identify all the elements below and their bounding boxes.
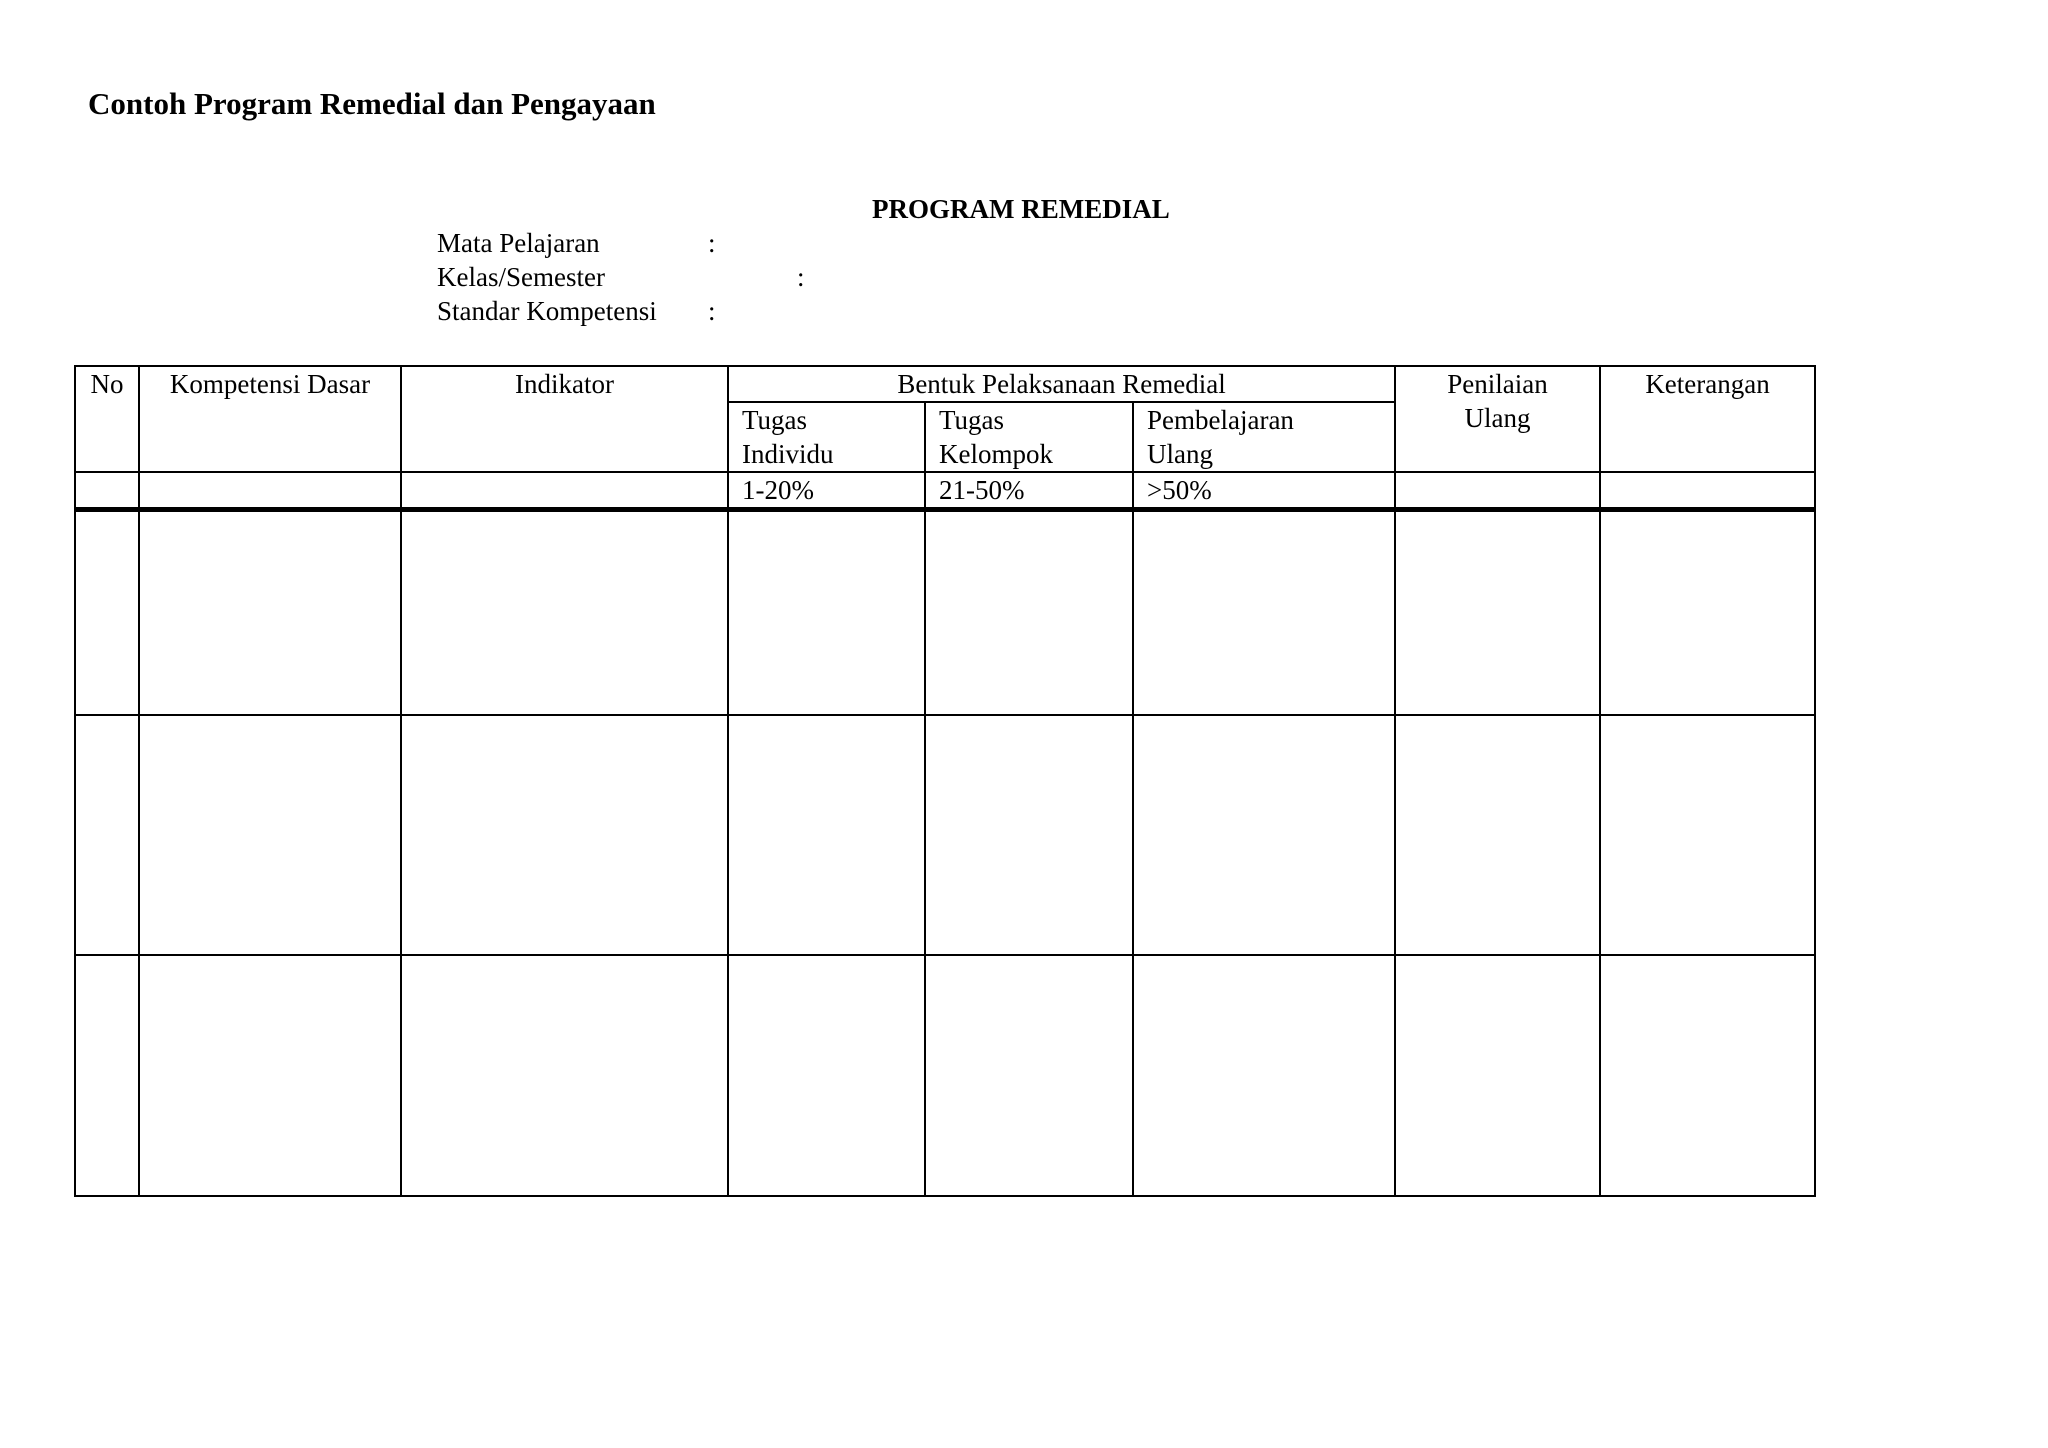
cell-indikator <box>401 715 728 955</box>
range-ulang: >50% <box>1133 472 1395 510</box>
cell-no <box>75 715 139 955</box>
field-label: Mata Pelajaran <box>437 228 600 258</box>
remedial-table <box>74 365 1816 1197</box>
table-row <box>75 955 1815 1196</box>
cell-no <box>75 955 139 1196</box>
cell-tugas-kelompok <box>925 955 1133 1196</box>
table-row <box>75 510 1815 715</box>
header-penilaian-line-1: Penilaian <box>1447 369 1548 399</box>
cell-keterangan <box>1600 715 1815 955</box>
field-label: Standar Kompetensi <box>437 296 657 326</box>
field-separator: : <box>708 228 716 258</box>
range-row <box>75 472 1815 510</box>
cell-no <box>75 510 139 715</box>
field-separator: : <box>708 296 716 326</box>
range-cell <box>1600 472 1815 510</box>
range-kelompok: 21-50% <box>925 472 1133 510</box>
header-indikator: Indikator <box>401 366 728 472</box>
cell-tugas-individu <box>728 510 925 715</box>
cell-tugas-kelompok <box>925 510 1133 715</box>
header-tugas-kelompok-line-2: Kelompok <box>939 439 1053 469</box>
cell-penilaian-ulang <box>1395 715 1600 955</box>
range-cell <box>401 472 728 510</box>
cell-kompetensi-dasar <box>139 510 401 715</box>
cell-tugas-individu <box>728 955 925 1196</box>
cell-kompetensi-dasar <box>139 955 401 1196</box>
header-pembelajaran-line-1: Pembelajaran <box>1147 405 1294 435</box>
cell-pembelajaran-ulang <box>1133 715 1395 955</box>
cell-keterangan <box>1600 955 1815 1196</box>
header-penilaian-line-2: Ulang <box>1464 403 1531 433</box>
cell-keterangan <box>1600 510 1815 715</box>
cell-penilaian-ulang <box>1395 955 1600 1196</box>
field-separator: : <box>797 262 805 292</box>
cell-indikator <box>401 955 728 1196</box>
header-tugas-kelompok <box>925 402 1133 472</box>
header-kompetensi-dasar: Kompetensi Dasar <box>139 366 401 472</box>
header-pembelajaran-line-2: Ulang <box>1147 439 1213 469</box>
header-bentuk-pelaksanaan: Bentuk Pelaksanaan Remedial <box>728 366 1395 402</box>
header-tugas-individu-line-2: Individu <box>742 439 834 469</box>
cell-pembelajaran-ulang <box>1133 510 1395 715</box>
range-cell <box>1395 472 1600 510</box>
cell-tugas-individu <box>728 715 925 955</box>
header-penilaian-ulang <box>1395 366 1600 472</box>
field-label: Kelas/Semester <box>437 262 605 292</box>
cell-tugas-kelompok <box>925 715 1133 955</box>
range-cell <box>75 472 139 510</box>
header-row-1 <box>75 366 1815 402</box>
header-keterangan: Keterangan <box>1600 366 1815 472</box>
cell-penilaian-ulang <box>1395 510 1600 715</box>
section-title: PROGRAM REMEDIAL <box>872 194 1170 224</box>
header-pembelajaran-ulang <box>1133 402 1395 472</box>
cell-kompetensi-dasar <box>139 715 401 955</box>
header-no: No <box>75 366 139 472</box>
header-tugas-individu <box>728 402 925 472</box>
range-cell <box>139 472 401 510</box>
document-title: Contoh Program Remedial dan Pengayaan <box>88 86 656 121</box>
cell-indikator <box>401 510 728 715</box>
table-row <box>75 715 1815 955</box>
header-tugas-individu-line-1: Tugas <box>742 405 808 435</box>
header-tugas-kelompok-line-1: Tugas <box>939 405 1005 435</box>
cell-pembelajaran-ulang <box>1133 955 1395 1196</box>
range-individu: 1-20% <box>728 472 925 510</box>
